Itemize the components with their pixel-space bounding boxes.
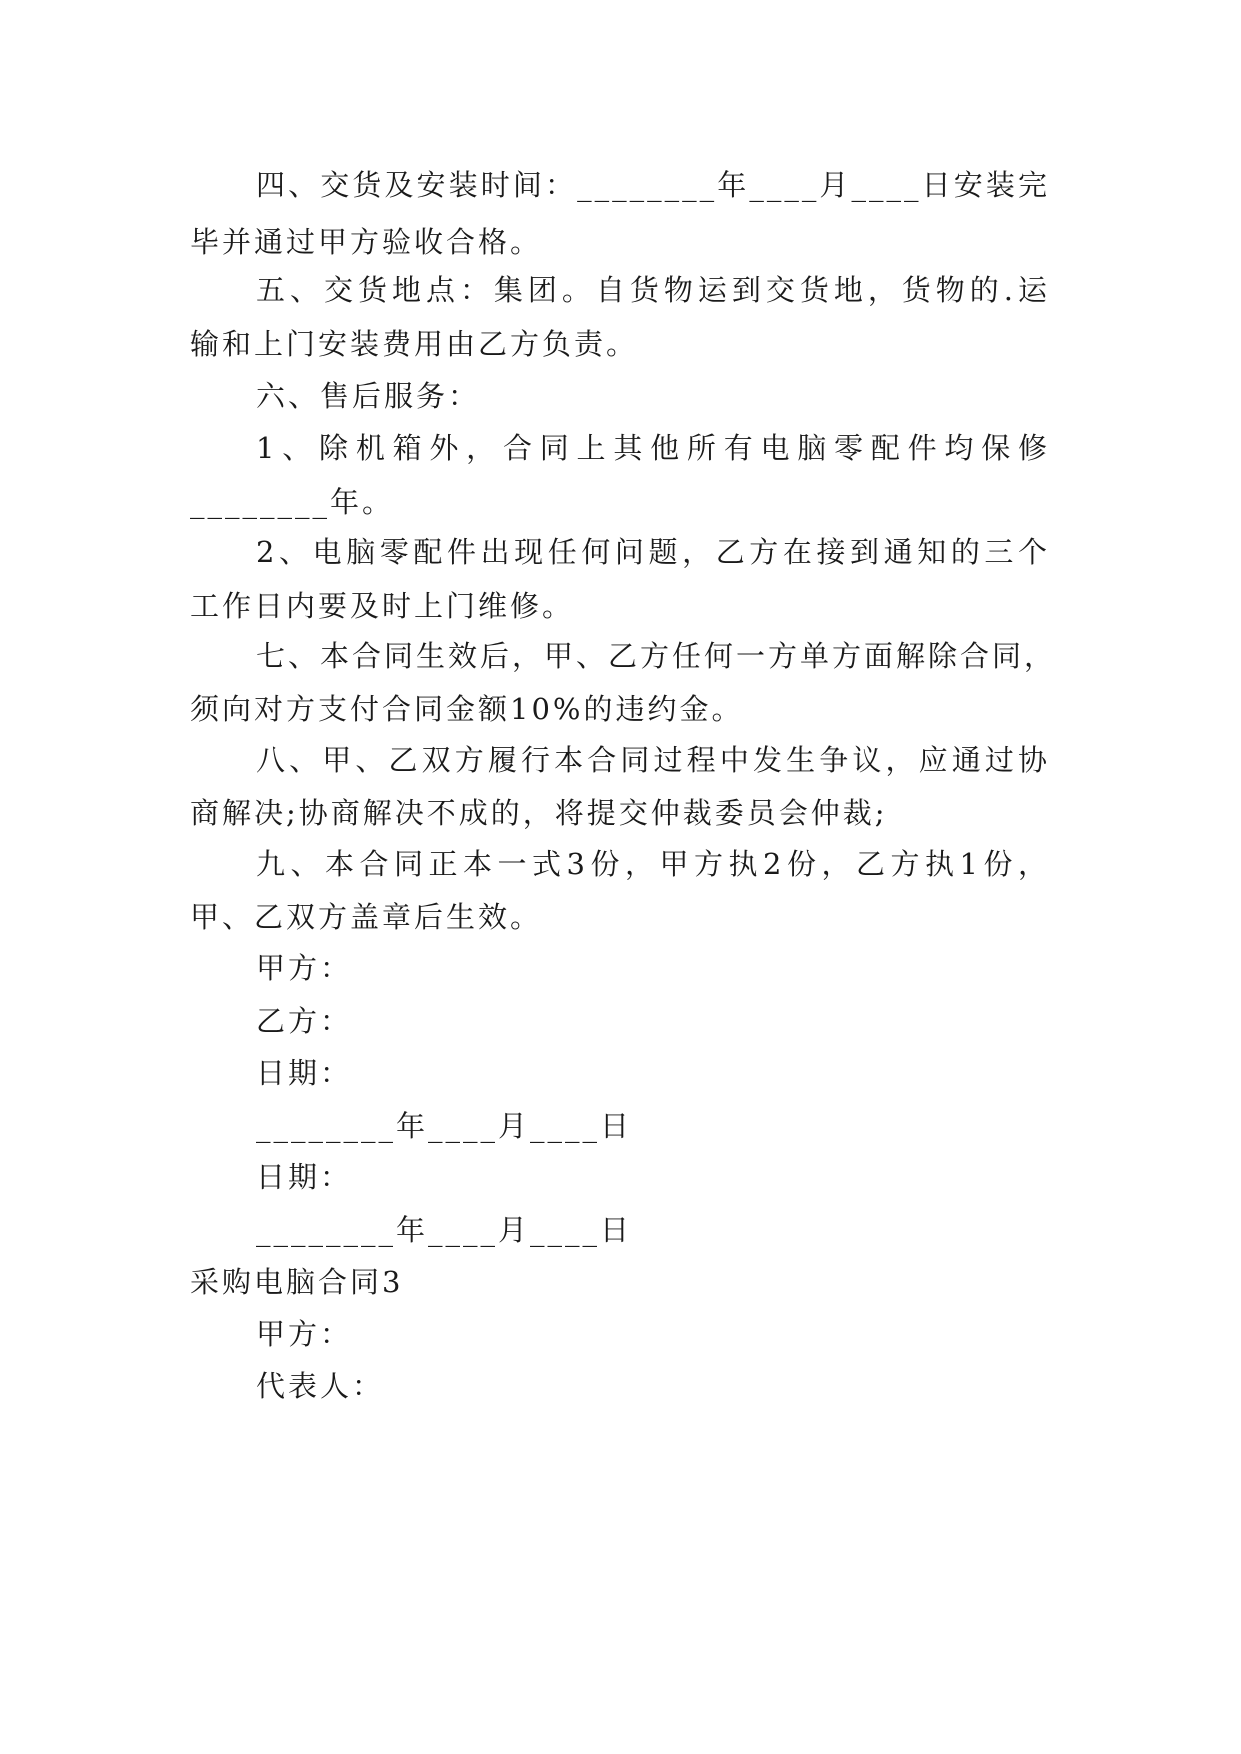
contract-3-representative-label: 代表人： xyxy=(256,1369,385,1403)
date-blank-1: ________年____月____日 xyxy=(256,1109,633,1143)
date-blank-2: ________年____月____日 xyxy=(256,1213,633,1247)
clause-9-line-2: 甲、乙双方盖章后生效。 xyxy=(190,900,543,934)
date-label-2: 日期： xyxy=(256,1160,353,1194)
clause-6-item-2-line-2: 工作日内要及时上门维修。 xyxy=(190,589,575,623)
clause-9-line-1: 九、本合同正本一式3份，甲方执2份，乙方执1份， xyxy=(256,847,1050,881)
clause-8-line-1: 八、甲、乙双方履行本合同过程中发生争议，应通过协 xyxy=(256,743,1050,777)
clause-7-line-2: 须向对方支付合同金额10%的违约金。 xyxy=(190,692,744,726)
clause-7-line-1: 七、本合同生效后，甲、乙方任何一方单方面解除合同， xyxy=(256,639,1057,673)
clause-6-item-1-line-2: ________年。 xyxy=(190,485,395,519)
clause-6-item-2-line-1: 2、电脑零配件出现任何问题，乙方在接到通知的三个 xyxy=(256,535,1050,569)
clause-5-line-1: 五、交货地点：集团。自货物运到交货地，货物的.运 xyxy=(256,273,1050,307)
clause-6-heading: 六、售后服务： xyxy=(256,379,481,413)
clause-6-item-1-line-1: 1、除机箱外，合同上其他所有电脑零配件均保修 xyxy=(256,431,1050,465)
party-a-label: 甲方： xyxy=(256,951,353,985)
party-b-label: 乙方： xyxy=(256,1004,353,1038)
clause-4-line-1: 四、交货及安装时间：________年____月____日安装完 xyxy=(256,168,1050,202)
clause-8-line-2: 商解决;协商解决不成的，将提交仲裁委员会仲裁; xyxy=(190,796,888,830)
contract-3-title: 采购电脑合同3 xyxy=(190,1265,404,1299)
clause-5-line-2: 输和上门安装费用由乙方负责。 xyxy=(190,327,639,361)
date-label-1: 日期： xyxy=(256,1056,353,1090)
contract-3-party-a-label: 甲方： xyxy=(256,1317,353,1351)
clause-4-line-2: 毕并通过甲方验收合格。 xyxy=(190,225,543,259)
